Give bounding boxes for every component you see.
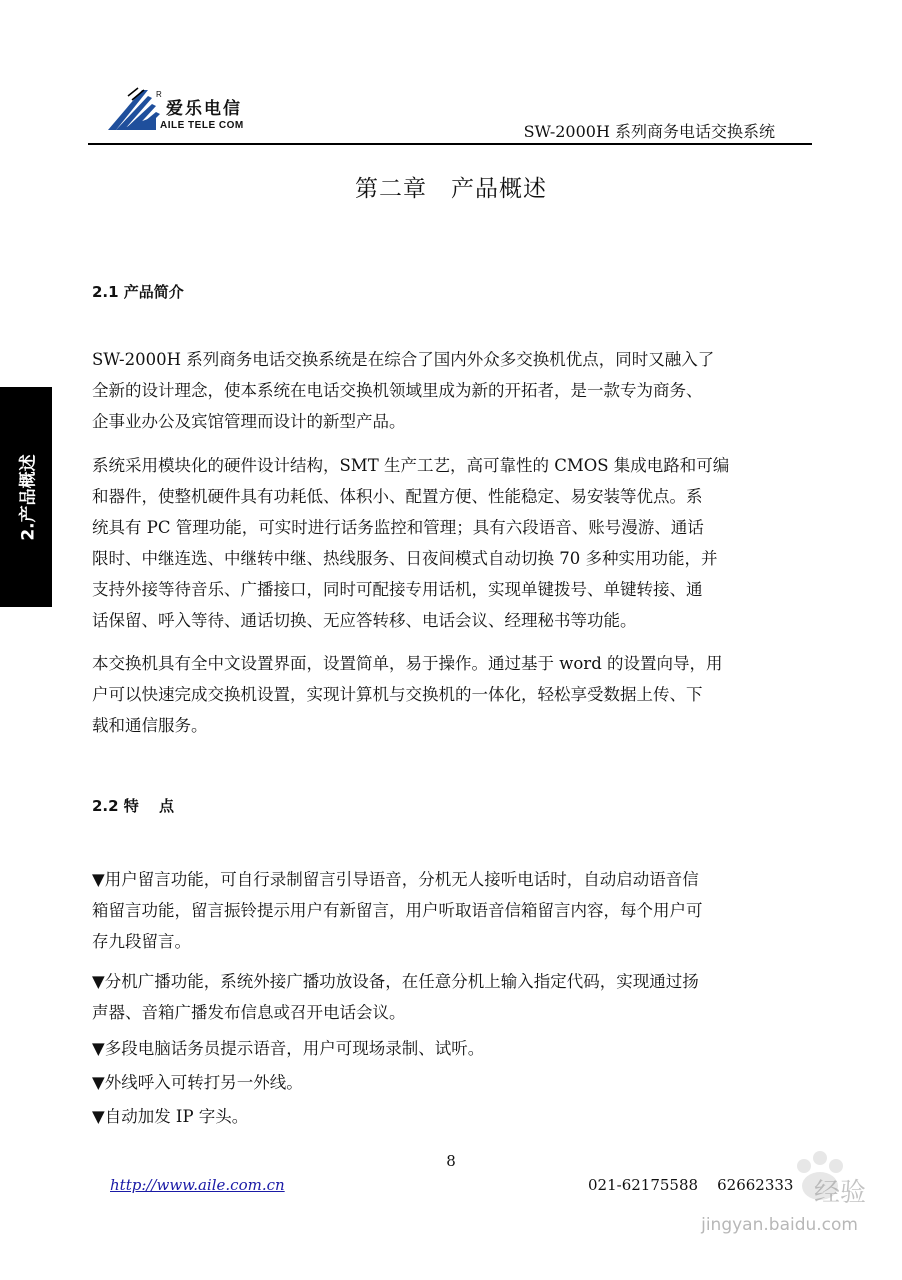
text-line: 支持外接等待音乐、广播接口，同时可配接专用话机，实现单键拨号、单键转接、通: [92, 580, 703, 599]
text-line: 存九段留言。: [92, 932, 191, 951]
intro-paragraph-1: [92, 344, 812, 437]
text-line: 和器件，使整机硬件具有功耗低、体积小、配置方便、性能稳定、易安装等优点。系: [92, 487, 703, 506]
text-line: 箱留言功能，留言振铃提示用户有新留言，用户听取语音信箱留言内容，每个用户可: [92, 901, 703, 920]
side-tab-label-wrap: [0, 387, 52, 607]
section-heading-features: 2.2 特 点: [92, 797, 175, 815]
side-tab-label: 2.产品概述: [18, 453, 39, 541]
text-line: 限时、中继连选、中继转中继、热线服务、日夜间模式自动切换 70 多种实用功能，并: [92, 549, 718, 568]
watermark-url: jingyan.baidu.com: [701, 1215, 858, 1235]
intro-paragraph-2: [92, 450, 812, 636]
text-line: SW-2000H 系列商务电话交换系统是在综合了国内外众多交换机优点，同时又融入了: [92, 350, 715, 369]
intro-paragraph-3: [92, 648, 812, 741]
brand-name-cn: 爱乐电信: [166, 99, 242, 119]
page-number: 8: [446, 1152, 456, 1170]
chapter-title: 第二章 产品概述: [355, 176, 547, 202]
text-line: 户可以快速完成交换机设置，实现计算机与交换机的一体化，轻松享受数据上传、下: [92, 685, 703, 704]
text-line: 系统采用模块化的硬件设计结构，SMT 生产工艺，高可靠性的 CMOS 集成电路和可编: [92, 456, 730, 475]
text-line: ▼自动加发 IP 字头。: [92, 1107, 249, 1126]
text-line: ▼外线呼入可转打另一外线。: [92, 1073, 303, 1092]
header-rule: [88, 143, 812, 145]
text-line: 全新的设计理念，使本系统在电话交换机领域里成为新的开拓者，是一款专为商务、: [92, 381, 703, 400]
text-line: ▼用户留言功能，可自行录制留言引导语音，分机无人接听电话时，自动启动语音信: [92, 870, 699, 889]
feature-item-voicemail: [92, 864, 812, 957]
text-line: 声器、音箱广播发布信息或召开电话会议。: [92, 1003, 406, 1022]
text-line: ▼多段电脑话务员提示语音，用户可现场录制、试听。: [92, 1039, 485, 1058]
text-line: 话保留、呼入等待、通话切换、无应答转移、电话会议、经理秘书等功能。: [92, 611, 637, 630]
text-line: 载和通信服务。: [92, 716, 208, 735]
section-heading-intro: 2.1 产品简介: [92, 283, 184, 301]
header-system-name: SW-2000H 系列商务电话交换系统: [523, 122, 775, 141]
text-line: ▼分机广播功能，系统外接广播功放设备，在任意分机上输入指定代码，实现通过扬: [92, 972, 699, 991]
feature-item-operator: [92, 1033, 812, 1064]
footer-phone: 021-62175588 62662333: [588, 1176, 794, 1194]
text-line: 统具有 PC 管理功能，可实时进行话务监控和管理；具有六段语音、账号漫游、通话: [92, 518, 704, 537]
feature-item-broadcast: [92, 966, 812, 1028]
text-line: 企事业办公及宾馆管理而设计的新型产品。: [92, 412, 406, 431]
registered-mark: R: [156, 90, 162, 99]
watermark-text: 经验: [813, 1178, 866, 1208]
website-link[interactable]: http://www.aile.com.cn: [110, 1176, 285, 1194]
brand-name-en: AILE TELE COM: [160, 120, 244, 131]
text-line: 本交换机具有全中文设置界面，设置简单，易于操作。通过基于 word 的设置向导，用: [92, 654, 723, 673]
feature-item-ip-prefix: [92, 1101, 812, 1132]
feature-item-trunk-transfer: [92, 1067, 812, 1098]
